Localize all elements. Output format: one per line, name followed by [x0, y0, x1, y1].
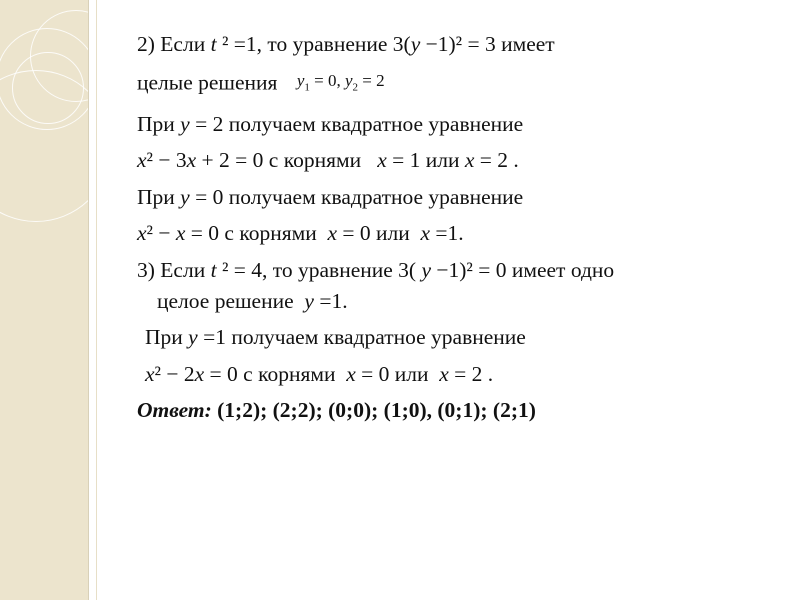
text: При — [137, 111, 181, 136]
text: + 2 = 0 с корнями — [196, 148, 378, 173]
subscript: 1 — [304, 80, 310, 93]
var-t: t — [210, 257, 217, 282]
var-y: y — [410, 32, 421, 56]
text: =1. — [430, 221, 464, 246]
line-y0-heading — [137, 179, 777, 216]
var-x: x — [439, 361, 449, 386]
var-y: y — [304, 288, 314, 313]
var-x: x — [175, 221, 186, 246]
text: ² − — [146, 221, 176, 246]
text: −1)² = 0 имеет одно — [431, 257, 615, 282]
text: = 2 — [358, 70, 385, 90]
text: −1)² = 3 имеет — [420, 32, 555, 56]
var-y: y — [421, 257, 431, 282]
var-x: x — [464, 148, 475, 173]
line-answer — [137, 392, 777, 429]
text: 3) Если — [137, 257, 211, 282]
text: = 0 с корнями — [204, 361, 347, 386]
var-y: y — [180, 184, 190, 209]
line-integer-solutions — [137, 63, 777, 106]
var-y: y — [344, 70, 353, 90]
text: целое решение — [157, 288, 305, 313]
line-y2-heading — [137, 106, 777, 143]
text: =1. — [313, 288, 348, 313]
text: ² = 4, то уравнение 3( — [216, 257, 422, 282]
text: 2) Если — [137, 32, 211, 56]
text: = 2 получаем квадратное уравнение — [189, 111, 524, 136]
page-edge-line — [96, 0, 97, 600]
text: целые решения — [137, 70, 278, 95]
text: = 0 или — [337, 221, 421, 246]
text: = 2 . — [474, 148, 519, 173]
text: = 0 или — [355, 361, 440, 386]
text: = 1 или — [386, 148, 465, 173]
var-x: x — [420, 221, 431, 246]
text: ² − 2 — [154, 361, 195, 386]
line-case-2 — [137, 26, 777, 63]
text: = 2 . — [448, 361, 494, 386]
var-y: y — [180, 111, 190, 136]
text: При — [145, 325, 189, 350]
var-x: x — [377, 148, 387, 173]
slide-content — [137, 26, 777, 429]
text: = 0, — [309, 70, 345, 90]
var-t: t — [210, 32, 217, 56]
line-equation-3 — [137, 356, 777, 393]
text: = 0 с корнями — [185, 221, 328, 246]
var-x: x — [327, 221, 337, 246]
decorative-sidebar — [0, 0, 89, 600]
var-x: x — [194, 361, 205, 386]
line-y1-heading — [137, 319, 777, 356]
text: При — [137, 184, 181, 209]
subscript: 2 — [352, 80, 358, 93]
text: ² =1, то уравнение 3( — [216, 32, 411, 56]
var-y: y — [296, 70, 305, 90]
answer-value: (1;2); (2;2); (0;0); (1;0), (0;1); (2;1) — [211, 398, 536, 423]
line-equation-2 — [137, 215, 777, 252]
var-x: x — [137, 148, 147, 173]
answer-label: Ответ: — [137, 398, 212, 423]
var-y: y — [188, 325, 198, 350]
line-equation-1 — [137, 142, 777, 179]
var-x: x — [186, 148, 197, 173]
var-x: x — [145, 361, 155, 386]
formula-roots — [297, 63, 385, 106]
var-x: x — [137, 221, 147, 246]
text: =1 получаем квадратное уравнение — [197, 325, 526, 350]
var-x: x — [346, 361, 356, 386]
text: = 0 получаем квадратное уравнение — [189, 184, 524, 209]
text: ² − 3 — [146, 148, 187, 173]
